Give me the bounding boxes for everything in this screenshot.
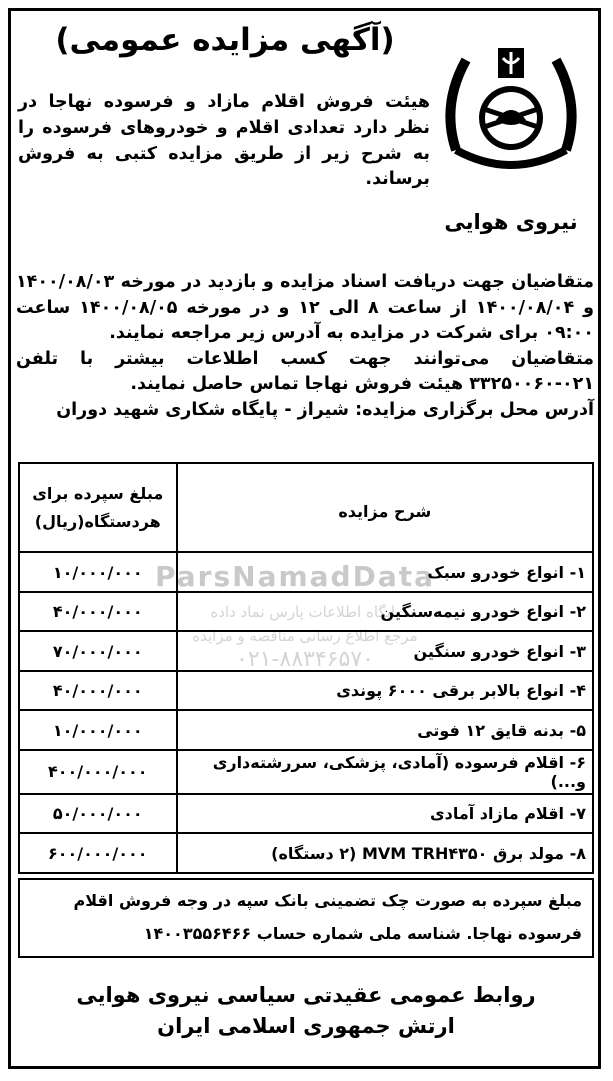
item-deposit: ۴۰/۰۰۰/۰۰۰ bbox=[19, 592, 177, 631]
air-force-emblem bbox=[436, 30, 586, 208]
watermark-line1: پایگاه اطلاعات پارس نماد داده bbox=[210, 603, 400, 621]
item-deposit: ۵۰/۰۰۰/۰۰۰ bbox=[19, 794, 177, 833]
header-deposit: مبلغ سپرده برای هردستگاه(ریال) bbox=[19, 463, 177, 552]
item-description: ۳- انواع خودرو سنگین bbox=[177, 631, 593, 670]
notice-body bbox=[16, 270, 594, 424]
item-deposit: ۴۰/۰۰۰/۰۰۰ bbox=[19, 671, 177, 710]
item-deposit: ۱۰/۰۰۰/۰۰۰ bbox=[19, 710, 177, 749]
auction-address: آدرس محل برگزاری مزایده: شیراز - پایگاه شکاری شهید دوران bbox=[56, 399, 594, 420]
intro-paragraph: هیئت فروش اقلام مازاد و فرسوده نهاجا در نظر دارد تعدادی اقلام و خودروهای فرسوده را به شرح زیر از طریق مزایده کتبی به فروش برساند. bbox=[18, 92, 430, 190]
visit-schedule: متقاضیان جهت دریافت اسناد مزایده و بازدید در مورخه ۱۴۰۰/۰۸/۰۳ و ۱۴۰۰/۰۸/۰۴ از ساعت ۸ الی ۱۲ و در مورخه ۱۴۰۰/۰۸/۰۵ ساعت ۰۹:۰۰ برای شرکت در مزایده به آدرس زیر مراجعه نمایند. bbox=[16, 272, 594, 344]
table-row bbox=[19, 552, 593, 591]
item-description: ۲- انواع خودرو نیمه‌سنگین bbox=[177, 592, 593, 631]
table-row bbox=[19, 671, 593, 710]
item-description: ۸- مولد برق MVM TRH۴۳۵۰ (۲ دستگاه) bbox=[177, 833, 593, 873]
notice-title: (آگهی مزایده عمومی) bbox=[55, 22, 395, 58]
item-deposit: ۱۰/۰۰۰/۰۰۰ bbox=[19, 552, 177, 591]
watermark-phone: ۰۲۱-۸۸۳۴۶۵۷۰ bbox=[236, 647, 374, 672]
deposit-note: مبلغ سپرده به صورت چک تضمینی بانک سپه در وجه فروش اقلام فرسوده نهاجا. شناسه ملی شماره حساب ۱۴۰۰۳۵۵۶۴۶۶ bbox=[18, 878, 594, 958]
table-row bbox=[19, 710, 593, 749]
table-row bbox=[19, 794, 593, 833]
item-deposit: ۴۰۰/۰۰۰/۰۰۰ bbox=[19, 750, 177, 794]
watermark-brand: ParsNamadData bbox=[155, 560, 435, 593]
footer-department: روابط عمومی عقیدتی سیاسی نیروی هوایی bbox=[76, 983, 536, 1007]
header-description: شرح مزایده bbox=[177, 463, 593, 552]
contact-info: متقاضیان می‌توانند جهت کسب اطلاعات بیشتر با تلفن ۰۲۱-۳۳۲۵۰۰۶۰ هیئت فروش نهاجا تماس حاصل نمایند. bbox=[16, 348, 594, 395]
item-description: ۴- انواع بالابر برقی ۶۰۰۰ پوندی bbox=[177, 671, 593, 710]
item-description: ۵- بدنه قایق ۱۲ فوتی bbox=[177, 710, 593, 749]
item-description: ۶- اقلام فرسوده (آمادی، پزشکی، سررشته‌داری و...) bbox=[177, 750, 593, 794]
item-deposit: ۶۰۰/۰۰۰/۰۰۰ bbox=[19, 833, 177, 873]
table-row bbox=[19, 750, 593, 794]
header bbox=[20, 22, 430, 92]
organization-name: نیروی هوایی bbox=[444, 210, 578, 234]
auction-items-table bbox=[18, 462, 594, 874]
footer bbox=[18, 980, 594, 1042]
watermark-line2: مرجع اطلاع رسانی مناقصه و مزایده bbox=[192, 627, 418, 645]
emblem-icon bbox=[436, 30, 586, 180]
table-row bbox=[19, 833, 593, 873]
footer-organization: ارتش جمهوری اسلامی ایران bbox=[157, 1014, 455, 1038]
item-deposit: ۷۰/۰۰۰/۰۰۰ bbox=[19, 631, 177, 670]
table-header-row bbox=[19, 463, 593, 552]
item-description: ۷- اقلام مازاد آمادی bbox=[177, 794, 593, 833]
table-row bbox=[19, 631, 593, 670]
table-row bbox=[19, 592, 593, 631]
item-description: ۱- انواع خودرو سبک bbox=[177, 552, 593, 591]
